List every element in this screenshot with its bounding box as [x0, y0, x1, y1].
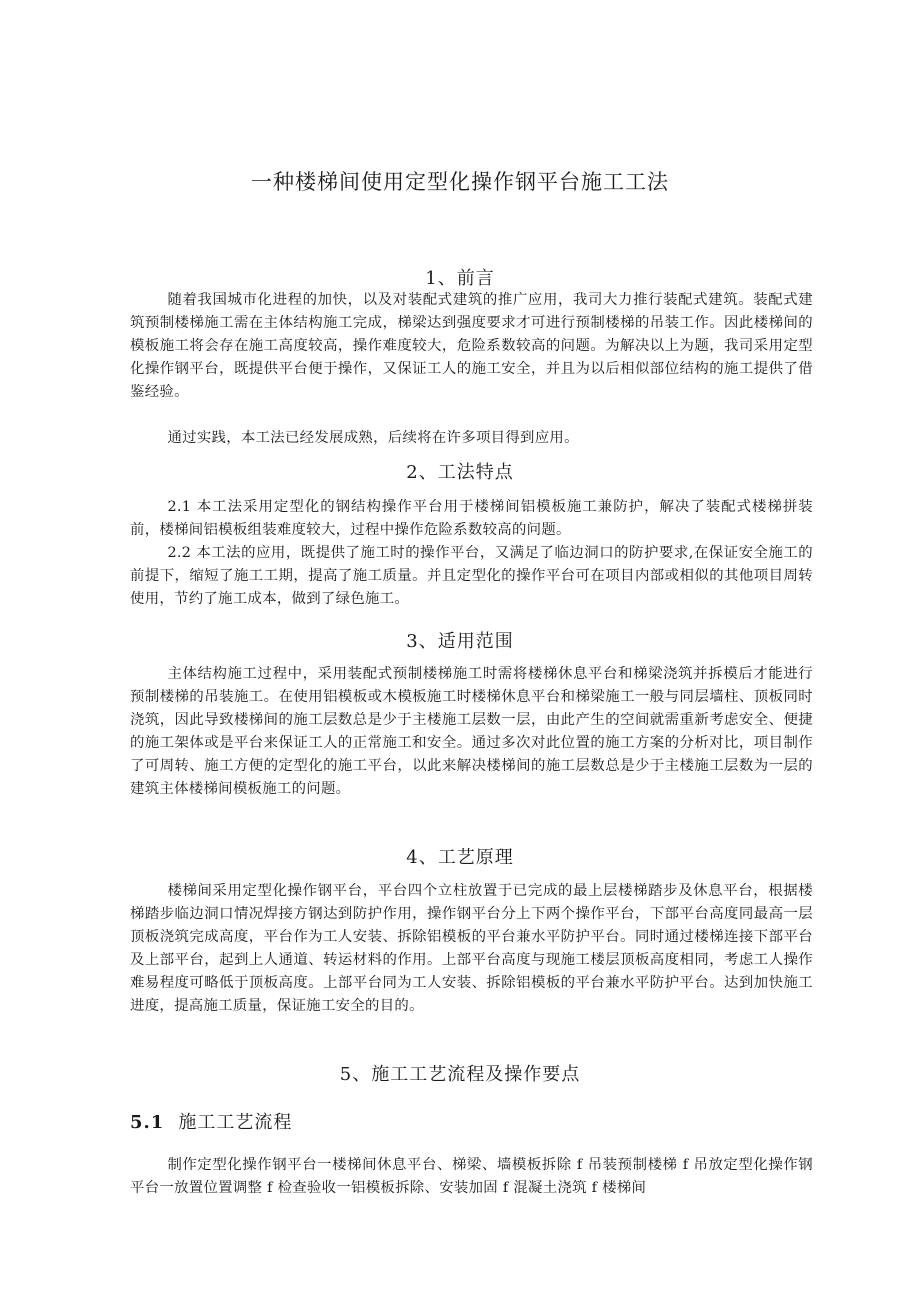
section-1-paragraph-1: 随着我国城市化进程的加快，以及对装配式建筑的推广应用，我司大力推行装配式建筑。装配式建筑预制楼梯施工需在主体结构施工完成，梯梁达到强度要求才可进行预制楼梯的吊装工作。因此楼梯间的模板施工将会存在施工高度较高，操作难度较大，危险系数较高的问题。为解决以上为题，我司采用定型化操作钢平台，既提供平台便于操作，又保证工人的施工安全，并且为以后相似部位结构的施工提供了借鉴经验。 — [130, 292, 813, 400]
subsection-paragraph: 制作定型化操作钢平台一楼梯间休息平台、梯梁、墙模板拆除 f 吊装预制楼梯 f 吊放定型化操作钢平台一放置位置调整 f 检查验收一铝模板拆除、安装加固 f 混凝土浇筑 f 楼梯间 — [130, 1157, 813, 1196]
section-3-paragraph-1: 主体结构施工过程中，采用装配式预制楼梯施工时需将楼梯休息平台和梯梁浇筑并拆模后才能进行预制楼梯的吊装施工。在使用铝模板或木模板施工时楼梯休息平台和梯梁施工一般与同层墙柱、顶板同时浇筑，因此导致楼梯间的施工层数总是少于主楼施工层数一层，由此产生的空间就需重新考虑安全、便捷的施工架体或是平台来保证工人的正常施工和安全。通过多次对此位置的施工方案的分析对比，项目制作了可周转、施工方便的定型化的施工平台，以此来解决楼梯间的施工层数总是少于主楼施工层数为一层的建筑主体楼梯间模板施工的问题。 — [130, 666, 813, 797]
section-heading-4: 4、工艺原理 — [406, 847, 514, 868]
subsection-heading — [130, 1110, 830, 1136]
section-heading-3: 3、适用范围 — [406, 631, 514, 652]
subsection-number: 5.1 — [130, 1112, 165, 1133]
section-heading-2: 2、工法特点 — [406, 462, 514, 483]
section-4-paragraph-1: 楼梯间采用定型化操作钢平台，平台四个立柱放置于已完成的最上层楼梯踏步及休息平台，根据楼梯踏步临边洞口情况焊接方钢达到防护作用，操作钢平台分上下两个操作平台，下部平台高度同最高一层顶板浇筑完成高度，平台作为工人安装、拆除铝模板的平台兼水平防护平台。同时通过楼梯连接下部平台及上部平台，起到上人通道、转运材料的作用。上部平台高度与现施工楼层顶板高度相同，考虑工人操作难易程度可略低于顶板高度。上部平台同为工人安装、拆除铝模板的平台兼水平防护平台。达到加快施工进度，提高施工质量，保证施工安全的目的。 — [130, 883, 813, 1014]
section-heading-1: 1、前言 — [425, 268, 495, 289]
section-2-paragraph-2: 2.2 本工法的应用，既提供了施工时的操作平台，又满足了临边洞口的防护要求,在保证安全施工的前提下，缩短了施工工期，提高了施工质量。并且定型化的操作平台可在项目内部或相似的其他项目周转使用，节约了施工成本，做到了绿色施工。 — [130, 545, 813, 607]
document-title: 一种楼梯间使用定型化操作钢平台施工工法 — [251, 170, 669, 194]
subsection-title: 施工工艺流程 — [178, 1112, 293, 1133]
section-1-paragraph-2: 通过实践，本工法已经发展成熟，后续将在许多项目得到应用。 — [167, 430, 579, 446]
section-heading-5: 5、施工工艺流程及操作要点 — [339, 1064, 581, 1085]
section-2-paragraph-1: 2.1 本工法采用定型化的钢结构操作平台用于楼梯间铝模板施工兼防护，解决了装配式楼梯拼装前，楼梯间铝模板组装难度较大，过程中操作危险系数较高的问题。 — [130, 499, 813, 538]
